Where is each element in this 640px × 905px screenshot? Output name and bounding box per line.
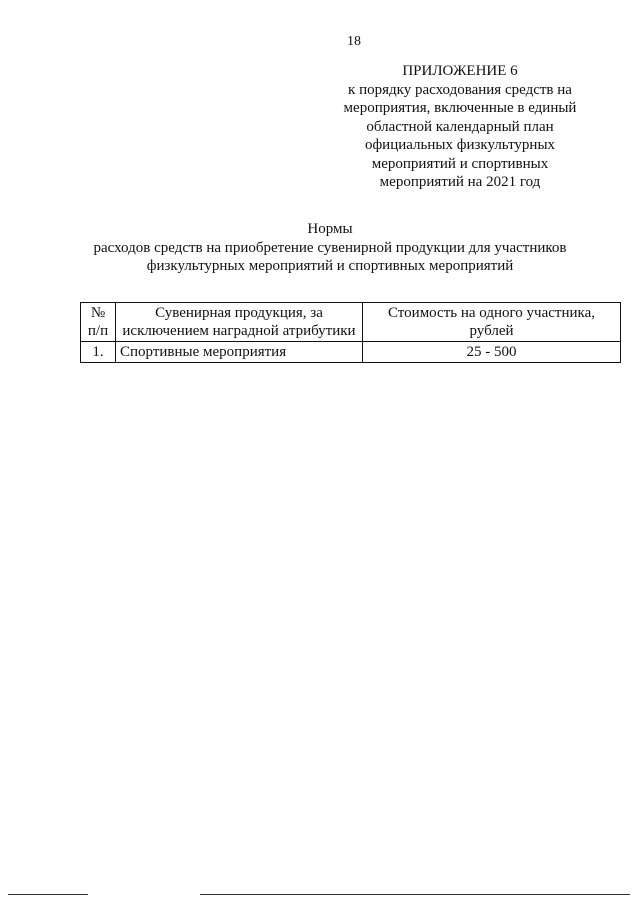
- header-product-line1: Сувенирная продукция, за: [155, 305, 323, 321]
- header-cost-line1: Стоимость на одного участника,: [388, 305, 595, 321]
- appendix-line: мероприятия, включенные в единый: [343, 100, 577, 116]
- bottom-rule-left: [8, 894, 88, 895]
- appendix-line: к порядку расходования средств на: [348, 81, 572, 98]
- appendix-block: [330, 62, 590, 192]
- bottom-rule-right: [200, 894, 630, 895]
- header-num: [81, 303, 116, 342]
- norms-subtitle-line: расходов средств на приобретение сувенирной продукции для участников: [93, 239, 567, 256]
- header-cost: [363, 303, 621, 342]
- header-num-line1: №: [90, 305, 106, 321]
- norms-title: Нормы: [307, 221, 353, 237]
- table-row: [81, 342, 621, 363]
- cell-num: 1.: [81, 342, 116, 363]
- appendix-line: официальных физкультурных: [364, 137, 556, 153]
- header-num-line2: п/п: [87, 323, 109, 339]
- appendix-line: мероприятий на 2021 год: [379, 174, 541, 190]
- norms-subtitle-line: физкультурных мероприятий и спортивных мероприятий: [146, 258, 514, 274]
- cell-product: Спортивные мероприятия: [116, 342, 363, 363]
- header-product-line2: исключением наградной атрибутики: [122, 323, 356, 339]
- norms-table: [80, 302, 621, 363]
- cell-cost: 25 - 500: [363, 342, 621, 363]
- appendix-line: областной календарный план: [366, 118, 554, 135]
- header-product: [116, 303, 363, 342]
- table-header-row: [81, 303, 621, 342]
- appendix-title: ПРИЛОЖЕНИЕ 6: [402, 63, 518, 79]
- norms-heading-block: [0, 220, 640, 276]
- appendix-line: мероприятий и спортивных: [371, 155, 549, 172]
- header-cost-line2: рублей: [469, 323, 514, 339]
- page-number: 18: [347, 34, 361, 49]
